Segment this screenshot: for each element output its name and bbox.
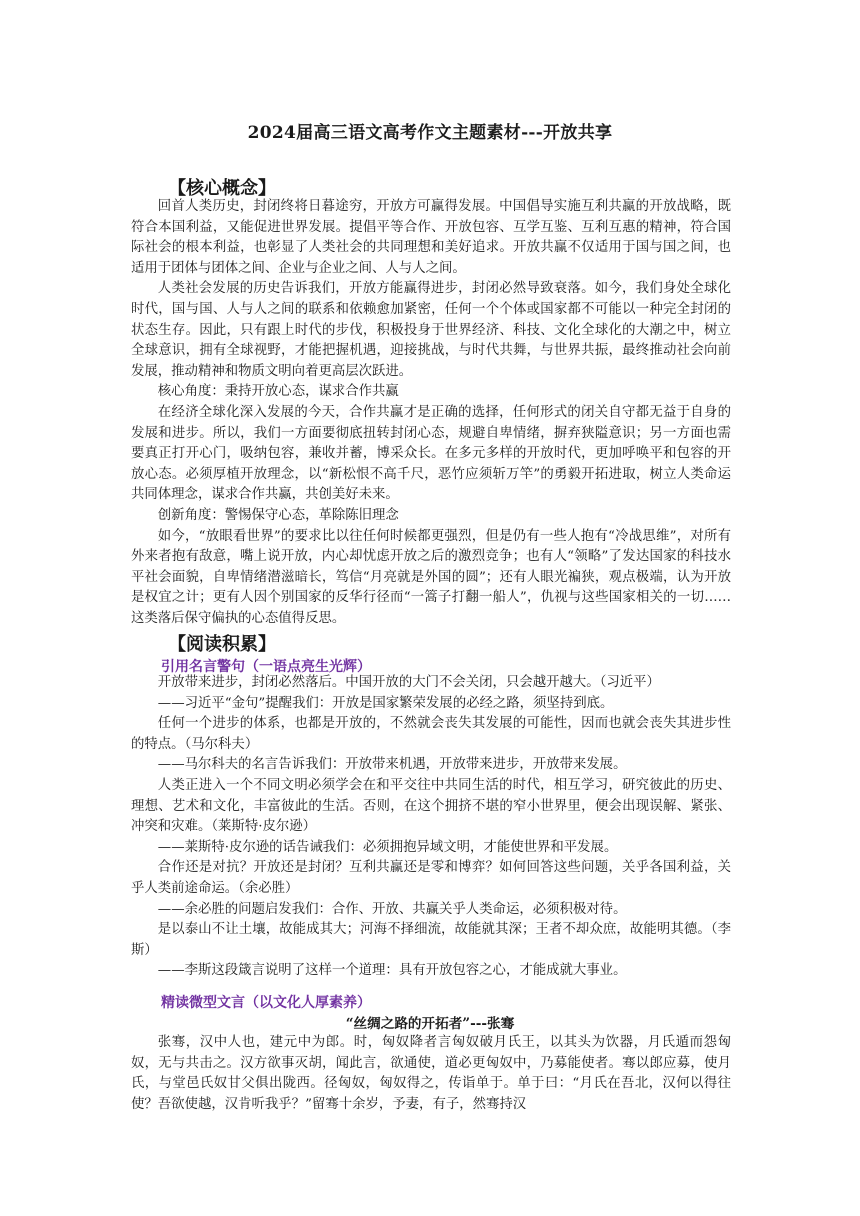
document-title: 2024届高三语文高考作文主题素材---开放共享 — [247, 123, 613, 143]
core-paragraph: 在经济全球化深入发展的今天，合作共赢才是正确的选择，任何形式的闭关自守都无益于自身的发展和进步。所以，我们一方面要彻底扭转封闭心态，规避自卑情绪，摒弃狭隘意识；另一方面也需要真正打开心门，吸纳包容，兼收并蓄，博采众长。在多元多样的开放时代，更加呼唤平和包容的开放心态。必须厚植开放理念，以“新松恨不高千尺，恶竹应须斩万竿”的勇毅开拓进取，树立人类命运共同体理念，谋求合作共赢，共创美好未来。 — [131, 404, 731, 503]
story-title: “丝绸之路的开拓者”---张骞 — [345, 1016, 515, 1032]
quote-comment: ——习近平“金句”提醒我们：开放是国家繁荣发展的必经之路，须坚持到底。 — [157, 695, 614, 711]
quote-comment: ——李斯这段箴言说明了这样一个道理：具有开放包容之心，才能成就大事业。 — [157, 963, 627, 979]
quote-line: 开放带来进步，封闭必然落后。中国开放的大门不会关闭，只会越开越大。（习近平） — [157, 675, 660, 690]
quote-comment: ——马尔科夫的名言告诉我们：开放带来机遇，开放带来进步，开放带来发展。 — [157, 757, 627, 773]
classics-subheading: 精读微型文言（以文化人厚素养） — [161, 995, 371, 1011]
core-concept-body — [131, 197, 731, 629]
core-paragraph: 回首人类历史，封闭终将日暮途穷，开放方可赢得发展。中国倡导实施互利共赢的开放战略，既符合本国利益，又能促进世界发展。提倡平等合作、开放包容、互学互鉴、互利互惠的精神，符合国际社会的根本利益，也彰显了人类社会的共同理想和美好追求。开放共赢不仅适用于国与国之间，也适用于团体与团体之间、企业与企业之间、人与人之间。 — [131, 199, 731, 276]
quote-line: 任何一个进步的体系，也都是开放的，不然就会丧失其发展的可能性，因而也就会丧失其进步性的特点。（马尔科夫） — [131, 716, 731, 752]
reading-heading: 【阅读积累】 — [168, 634, 276, 655]
core-concept-heading: 【核心概念】 — [168, 178, 276, 199]
quotes-body — [131, 673, 731, 982]
quote-comment: ——余必胜的问题启发我们：合作、开放、共赢关乎人类命运，必须积极对待。 — [157, 901, 627, 917]
core-paragraph: 人类社会发展的历史告诉我们，开放方能赢得进步，封闭必然导致衰落。如今，我们身处全球化时代，国与国、人与人之间的联系和依赖愈加紧密，任何一个个体或国家都不可能以一种完全封闭的状态生存。因此，只有跟上时代的步伐，积极投身于世界经济、科技、文化全球化的大潮之中，树立全球意识，拥有全球视野，才能把握机遇，迎接挑战，与时代共舞，与世界共振，最终推动社会向前发展，推动精神和物质文明向着更高层次跃进。 — [131, 281, 731, 379]
story-body — [131, 1033, 731, 1115]
quotes-subheading: 引用名言警句（一语点亮生光辉） — [161, 659, 371, 675]
story-paragraph: 张骞，汉中人也，建元中为郎。时，匈奴降者言匈奴破月氏王，以其头为饮器，月氏遁而怨匈奴，无与共击之。汉方欲事灭胡，闻此言，欲通使，道必更匈奴中，乃募能使者。骞以郎应募，使月氏，与堂邑氏奴甘父俱出陇西。径匈奴，匈奴得之，传诣单于。单于曰：“月氏在吾北，汉何以得往使？吾欲使越，汉肯听我乎？”留骞十余岁，予妻，有子，然骞持汉 — [131, 1035, 731, 1112]
core-angle-label: 核心角度：秉持开放心态，谋求合作共赢 — [157, 384, 399, 400]
quote-line: 是以泰山不让土壤，故能成其大；河海不择细流，故能就其深；王者不却众庶，故能明其德。（李斯） — [131, 922, 731, 958]
quote-comment: ——莱斯特·皮尔逊的话告诫我们：必须拥抱异域文明，才能使世界和平发展。 — [157, 839, 618, 855]
core-paragraph: 如今，“放眼看世界”的要求比以往任何时候都更强烈，但是仍有一些人抱有“冷战思维”，对所有外来者抱有敌意，嘴上说开放，内心却忧虑开放之后的激烈竞争；也有人“领略”了发达国家的科技水平社会面貌，自卑情绪潜滋暗长，笃信“月亮就是外国的圆”；还有人眼光褊狭，观点极端，认为开放是权宜之计；更有人因个别国家的反华行径而“一篙子打翻一船人”，仇视与这些国家相关的一切……这类落后保守偏执的心态值得反思。 — [131, 528, 731, 626]
quote-line: 人类正进入一个不同文明必须学会在和平交往中共同生活的时代，相互学习，研究彼此的历史、理想、艺术和文化，丰富彼此的生活。否则，在这个拥挤不堪的窄小世界里，便会出现误解、紧张、冲突和灾难。（莱斯特·皮尔逊） — [131, 777, 731, 835]
quote-line: 合作还是对抗？开放还是封闭？互利共赢还是零和博弈？如何回答这些问题，关乎各国利益，关乎人类前途命运。（余必胜） — [131, 860, 731, 896]
innovation-angle-label: 创新角度：警惕保守心态，革除陈旧理念 — [157, 507, 399, 523]
